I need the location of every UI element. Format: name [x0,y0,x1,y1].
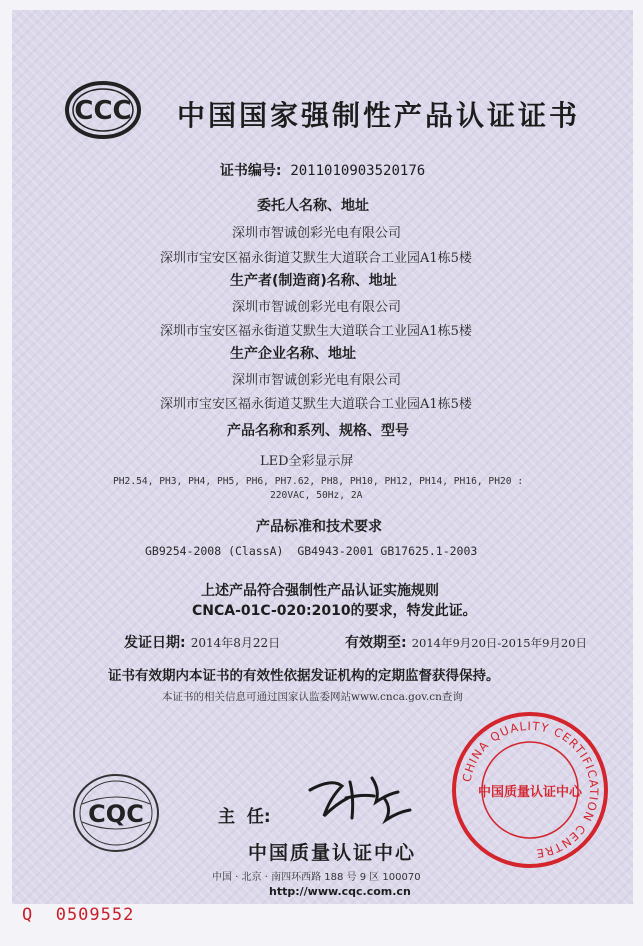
factory-address: 深圳市宝安区福永街道艾默生大道联合工业园A1栋5楼 [160,397,472,412]
factory-name: 深圳市智诚创彩光电有限公司 [232,373,402,388]
director-label: 主 任: [218,807,271,827]
client-heading: 委托人名称、地址 [257,198,369,214]
issue-date: 2014年8月22日 [190,636,281,650]
conformity-statement-line1: 上述产品符合强制性产品认证实施规则 [201,583,439,599]
manufacturer-heading: 生产者(制造商)名称、地址 [230,273,397,289]
official-seal-stamp [450,710,610,870]
issuer-address: 中国 · 北京 · 南四环西路 188 号 9 区 100070 [212,872,421,883]
certificate-number-label: 证书编号: [219,163,282,179]
product-rating: 220VAC, 50Hz, 2A [270,490,363,501]
client-address: 深圳市宝安区福永街道艾默生大道联合工业园A1栋5楼 [160,251,472,266]
valid-until-label: 有效期至: [345,635,407,651]
issue-date-label: 发证日期: [124,635,186,651]
certificate-sheet [12,10,633,904]
valid-until-date: 2014年9月20日-2015年9月20日 [411,636,588,650]
cqc-logo [70,770,162,856]
svg-text:CHINA QUALITY CERTIFICATION CE: CHINA QUALITY CERTIFICATION CENTRE [459,718,602,861]
standards-heading: 产品标准和技术要求 [256,519,382,535]
factory-heading: 生产企业名称、地址 [230,346,356,362]
svg-text:中国质量认证中心: 中国质量认证中心 [477,785,583,800]
svg-text:CCC: CCC [74,96,132,126]
valid-until-row [345,632,587,652]
validity-note: 证书有效期内本证书的有效性依据发证机构的定期监督获得保持。 [108,668,500,684]
certificate-title: 中国国家强制性产品认证证书 [177,99,581,132]
issue-date-row [124,632,280,652]
issuer-website: http://www.cqc.com.cn [269,885,411,898]
certificate-number-line [12,160,633,180]
lookup-note: 本证书的相关信息可通过国家认监委网站www.cnca.gov.cn查询 [162,691,463,703]
product-heading: 产品名称和系列、规格、型号 [227,423,409,439]
director-signature [302,768,422,828]
ccc-logo [64,80,142,140]
product-models: PH2.54, PH3, PH4, PH5, PH6, PH7.62, PH8, PH10, PH12, PH14, PH16, PH20 : [113,476,524,487]
certificate-number: 2011010903520176 [290,163,426,179]
manufacturer-address: 深圳市宝安区福永街道艾默生大道联合工业园A1栋5楼 [160,324,472,339]
certificate-serial-number: Q 0509552 [22,905,135,925]
svg-text:CQC: CQC [88,800,144,828]
manufacturer-name: 深圳市智诚创彩光电有限公司 [232,300,402,315]
client-name: 深圳市智诚创彩光电有限公司 [232,226,402,241]
conformity-statement-line2: CNCA-01C-020:2010的要求，特发此证。 [192,603,477,619]
standards-list: GB9254-2008 (ClassA) GB4943-2001 GB17625.1-2003 [145,544,478,558]
product-name: LED全彩显示屏 [260,454,354,469]
issuer-name: 中国质量认证中心 [248,842,417,864]
